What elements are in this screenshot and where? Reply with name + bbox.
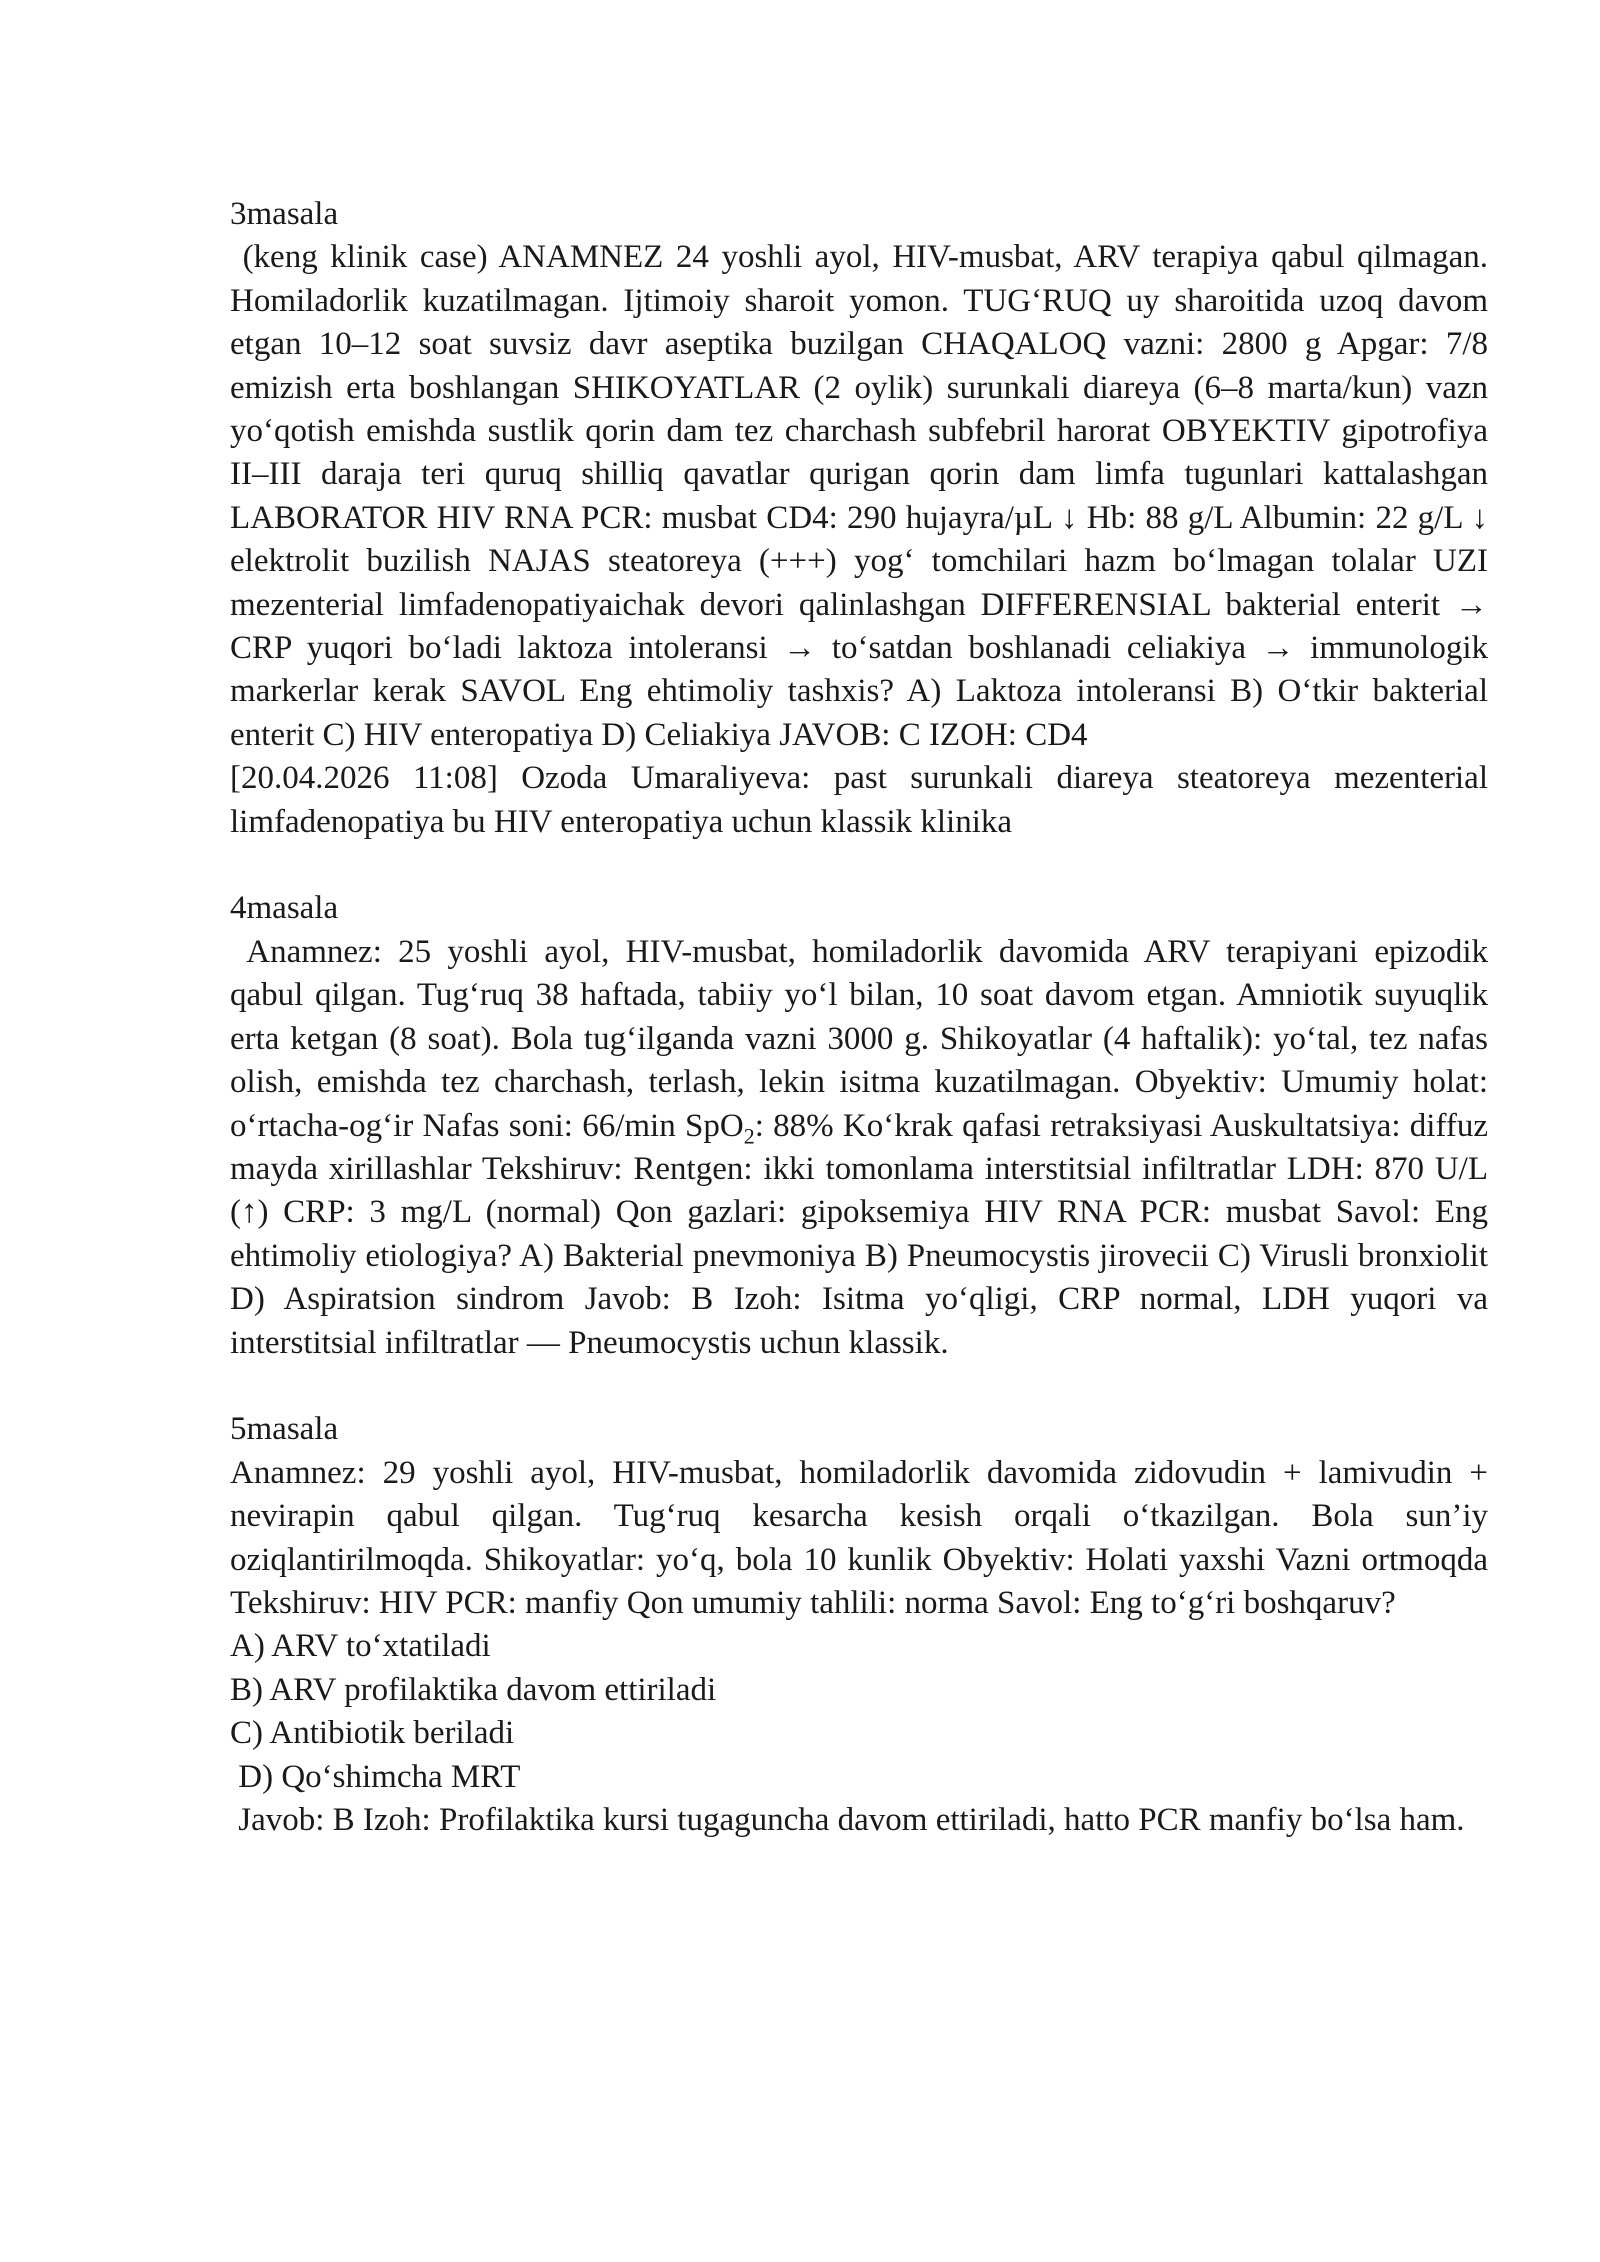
body-text-part-2: : 88% Ko‘krak qafasi retraksiyasi Auskultatsiya: diffuz mayda xirillashlar Tekshiruv: Rentgen: ikki tomonlama interstitsial infiltratlar LDH: 870 U/L (↑) CRP: 3 mg/L (normal) Qon gazlari: gipoksemiya HIV RNA PCR: musbat Savol: Eng ehtimoliy etiologiya? A) Bakterial pnevmoniya B) Pneumocystis jirovecii C) Virusli bronxiolit D) Aspiratsion sindrom Javob: B Izoh: Isitma yo‘qligi, CRP normal, LDH yuqori va interstitsial infiltratlar — Pneumocystis uchun klassik.	[230, 1107, 1497, 1361]
problem-body: (keng klinik case) ANAMNEZ 24 yoshli ayol, HIV-musbat, ARV terapiya qabul qilmagan. Homiladorlik kuzatilmagan. Ijtimoiy sharoit yomon. TUG‘RUQ uy sharoitida uzoq davom etgan 10–12 soat suvsiz davr aseptika buzilgan CHAQALOQ vazni: 2800 g Apgar: 7/8 emizish erta boshlangan SHIKOYATLAR (2 oylik) surunkali diareya (6–8 marta/kun) vazn yo‘qotish emishda sustlik qorin dam tez charchash subfebril harorat OBYEKTIV gipotrofiya II–III daraja teri quruq shilliq qavatlar qurigan qorin dam limfa tugunlari kattalashgan LABORATOR HIV RNA PCR: musbat CD4: 290 hujayra/µL ↓ Hb: 88 g/L Albumin: 22 g/L ↓ elektrolit buzilish NAJAS steatoreya (+++) yog‘ tomchilari hazm bo‘lmagan tolalar UZI mezenterial limfadenopatiyaichak devori qalinlashgan DIFFERENSIAL bakterial enterit → CRP yuqori bo‘ladi laktoza intoleransi → to‘satdan boshlanadi celiakiya → immunologik markerlar kerak SAVOL Eng ehtimoliy tashxis? A) Laktoza intoleransi B) O‘tkir bakterial enterit C) HIV enteropatiya D) Celiakiya JAVOB: C IZOH: CD4	[230, 239, 1497, 753]
answer-option: B) ARV profilaktika davom ettiriladi	[230, 1671, 717, 1708]
problem-4	[230, 887, 1497, 1364]
paragraph-gap	[230, 844, 1488, 887]
body-text-part-1: Anamnez: 25 yoshli ayol, HIV-musbat, homiladorlik davomida ARV terapiyani epizodik qabul qilgan. Tug‘ruq 38 haftada, tabiiy yo‘l bilan, 10 soat davom etgan. Amniotik suyuqlik erta ketgan (8 soat). Bola tug‘ilganda vazni 3000 g. Shikoyatlar (4 haftalik): yo‘tal, tez nafas olish, emishda tez charchash, terlash, lekin isitma kuzatilmagan. Obyektiv: Umumiy holat: o‘rtacha-og‘ir Nafas soni: 66/min SpO	[230, 933, 1497, 1144]
document-page	[230, 193, 1497, 1842]
problem-heading: 5masala	[230, 1411, 339, 1448]
problem-5	[230, 1408, 1488, 1842]
paragraph-gap	[230, 1365, 1488, 1408]
problem-heading: 3masala	[230, 196, 339, 232]
answer-option: D) Qo‘shimcha MRT	[230, 1758, 521, 1795]
answer-explanation: Javob: B Izoh: Profilaktika kursi tugaguncha davom ettiriladi, hatto PCR manfiy bo‘lsa ham.	[230, 1802, 1465, 1838]
answer-option: A) ARV to‘xtatiladi	[230, 1628, 491, 1665]
problem-heading: 4masala	[230, 890, 339, 927]
problem-body	[230, 931, 1497, 1365]
subscript-text: 2	[743, 1123, 755, 1149]
problem-3	[230, 193, 1497, 844]
chat-note: [20.04.2026 11:08] Ozoda Umaraliyeva: past surunkali diareya steatoreya mezenterial limfadenopatiya bu HIV enteropatiya uchun klassik klinika	[230, 760, 1488, 840]
problem-body: Anamnez: 29 yoshli ayol, HIV-musbat, homiladorlik davomida zidovudin + lamivudin + nevirapin qabul qilgan. Tug‘ruq kesarcha kesish orqali o‘tkazilgan. Bola sun’iy oziqlantirilmoqda. Shikoyatlar: yo‘q, bola 10 kunlik Obyektiv: Holati yaxshi Vazni ortmoqda Tekshiruv: HIV PCR: manfiy Qon umumiy tahlili: norma Savol: Eng to‘g‘ri boshqaruv?	[230, 1454, 1488, 1621]
answer-option: C) Antibiotik beriladi	[230, 1715, 515, 1752]
